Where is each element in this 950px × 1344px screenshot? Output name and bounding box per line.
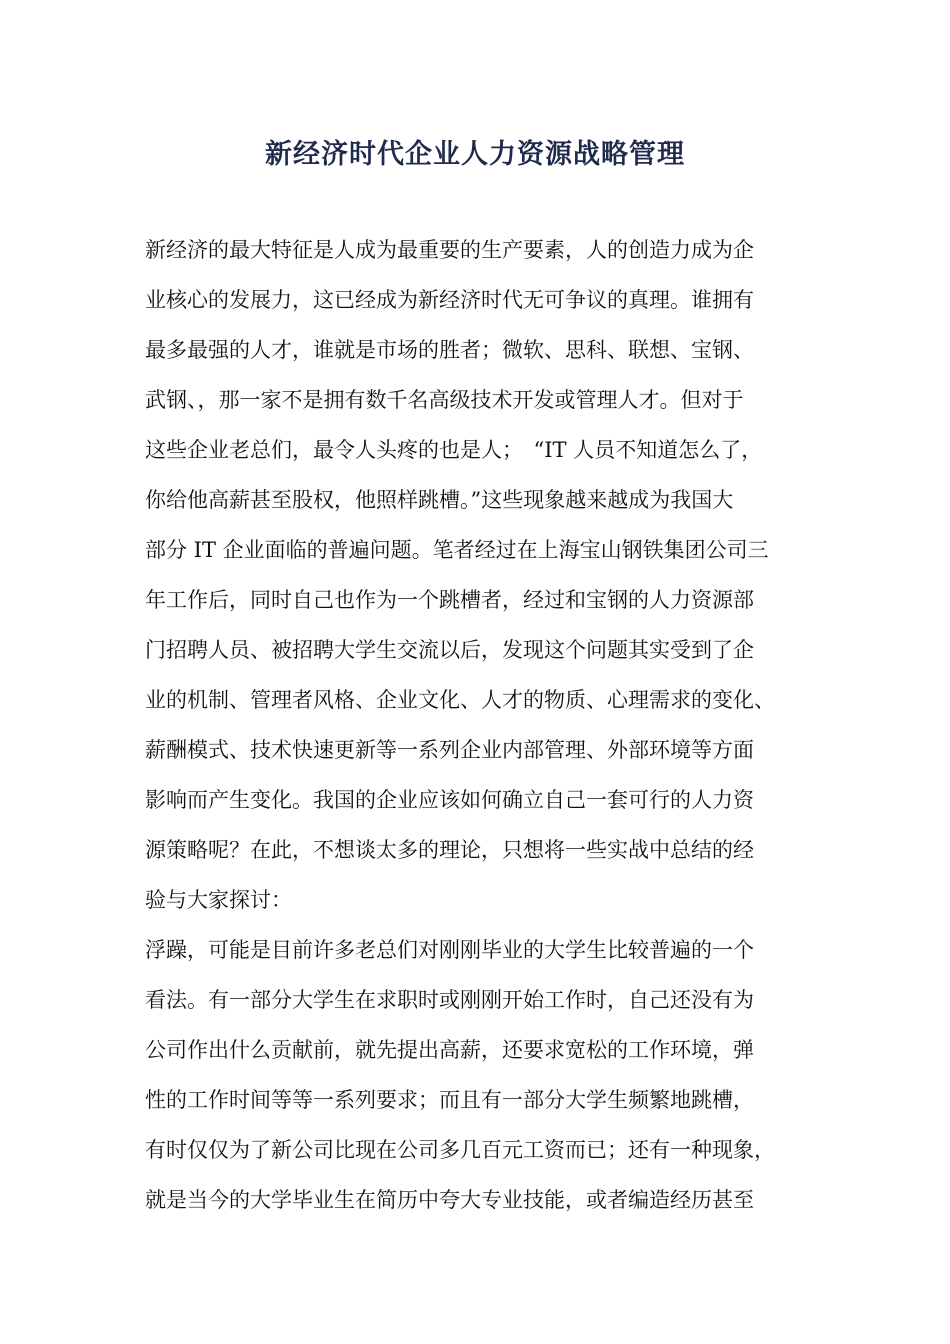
paragraph-2	[145, 932, 825, 1232]
text-line: 浮躁，可能是目前许多老总们对刚刚毕业的大学生比较普遍的一个	[145, 938, 754, 962]
text-line: 影响而产生变化。我国的企业应该如何确立自己一套可行的人力资	[145, 788, 754, 812]
text-line: 年工作后，同时自己也作为一个跳槽者，经过和宝钢的人力资源部	[145, 588, 754, 612]
text-line: 新经济的最大特征是人成为最重要的生产要素，人的创造力成为企	[145, 238, 754, 262]
text-line: 性的工作时间等等一系列要求；而且有一部分大学生频繁地跳槽，	[145, 1088, 754, 1112]
text-line: 最多最强的人才，谁就是市场的胜者；微软、思科、联想、宝钢、	[145, 338, 754, 362]
text-line: 验与大家探讨：	[145, 888, 292, 912]
text-line: 部分 IT 企业面临的普遍问题。笔者经过在上海宝山钢铁集团公司三	[145, 538, 769, 562]
text-line: 薪酬模式、技术快速更新等一系列企业内部管理、外部环境等方面	[145, 738, 754, 762]
text-line: 看法。有一部分大学生在求职时或刚刚开始工作时，自己还没有为	[145, 988, 754, 1012]
paragraph-1	[145, 232, 825, 932]
text-line: 有时仅仅为了新公司比现在公司多几百元工资而已；还有一种现象，	[145, 1138, 775, 1162]
text-line: 就是当今的大学毕业生在简历中夸大专业技能，或者编造经历甚至	[145, 1188, 754, 1212]
text-line: 公司作出什么贡献前，就先提出高薪，还要求宽松的工作环境，弹	[145, 1038, 754, 1062]
text-line: 武钢、，那一家不是拥有数千名高级技术开发或管理人才。但对于	[145, 388, 744, 412]
text-line: 你给他高薪甚至股权，他照样跳槽。”这些现象越来越成为我国大	[145, 488, 734, 512]
text-line: 源策略呢？在此，不想谈太多的理论，只想将一些实战中总结的经	[145, 838, 754, 862]
text-line: 门招聘人员、被招聘大学生交流以后，发现这个问题其实受到了企	[145, 638, 754, 662]
text-line: 业的机制、管理者风格、企业文化、人才的物质、心理需求的变化、	[145, 688, 775, 712]
text-line: 这些企业老总们，最令人头疼的也是人； “IT 人员不知道怎么了，	[145, 438, 763, 462]
text-line: 业核心的发展力，这已经成为新经济时代无可争议的真理。谁拥有	[145, 288, 754, 312]
document-title: 新经济时代企业人力资源战略管理	[265, 139, 685, 170]
document-body	[145, 232, 825, 1232]
